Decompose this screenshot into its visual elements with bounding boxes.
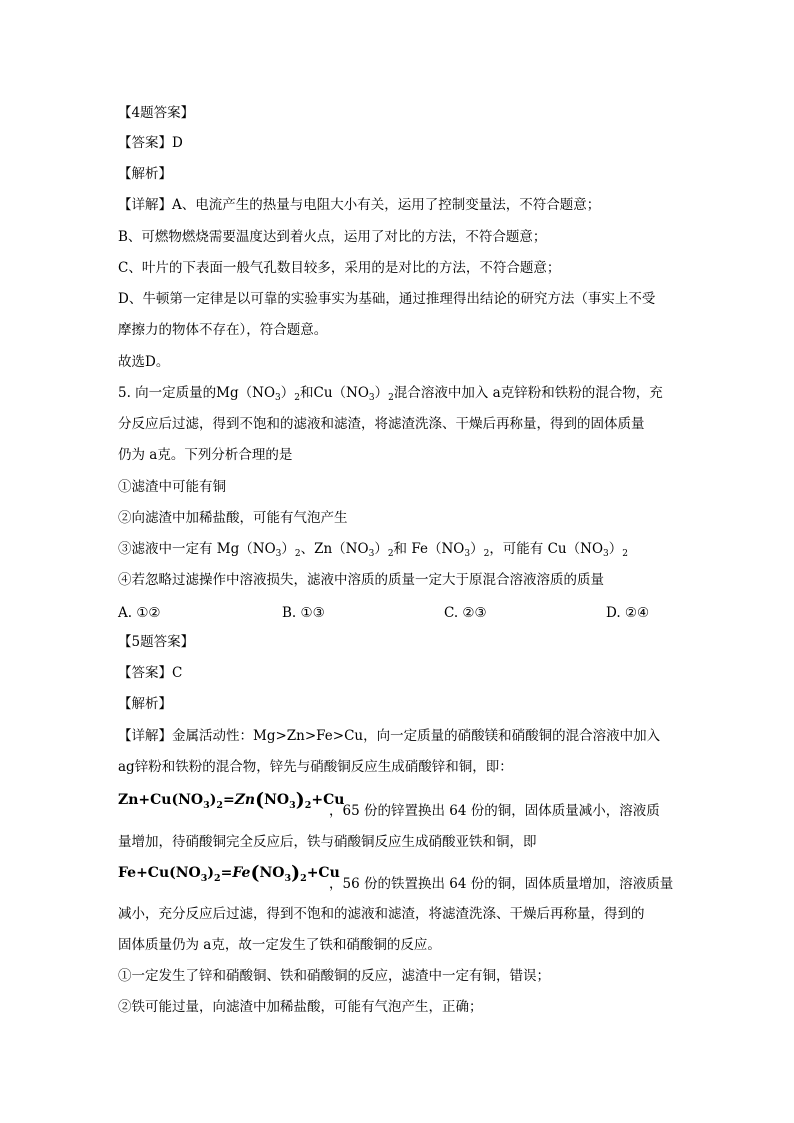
q4-answer-header: 【4题答案】 (118, 105, 195, 121)
q5-option-a: A. ①② (118, 605, 161, 621)
q5-statement-1: ①滤渣中可能有铜 (118, 479, 226, 495)
q5-detail-line1: 【详解】金属活动性：Mg>Zn>Fe>Cu，向一定质量的硝酸镁和硝酸铜的混合溶液中加入 (118, 728, 661, 744)
q5-reason-1: ①一定发生了锌和硝酸铜、铁和硝酸铜的反应，滤渣中一定有铜，错误； (118, 968, 550, 984)
q5-option-d: D. ②④ (606, 605, 650, 621)
q5-answer-header: 【5题答案】 (118, 634, 195, 650)
q4-answer: 【答案】D (118, 135, 183, 151)
q5-detail-line4: 减小，充分反应后过滤，得到不饱和的滤液和滤渣，将滤渣洗涤、干燥后再称量，得到的 (118, 906, 645, 922)
q5-stem-line3: 仍为 a克。下列分析合理的是 (118, 447, 293, 463)
q5-after-equation-2: ，56 份的铁置换出 64 份的铜，固体质量增加，溶液质量 (329, 876, 674, 892)
q5-statement-4: ④若忽略过滤操作中溶液损失，滤液中溶质的质量一定大于原混合溶液溶质的质量 (118, 572, 604, 588)
q5-statement-3: ③滤液中一定有 $Mg(NO_3)_2$、$Zn(NO_3)_2$和 $Fe(NO_3)_2$，可能有 $Cu(NO_3)_2$ (118, 541, 628, 559)
q4-conclusion: 故选D。 (118, 354, 170, 370)
q5-stem-line1: 5. 向一定质量的$Mg(NO_3)_2$和$Cu(NO_3)_2$混合溶液中加入 a克锌粉和铁粉的混合物，充 (118, 385, 663, 403)
q5-reason-2: ②铁可能过量，向滤渣中加稀盐酸，可能有气泡产生，正确； (118, 999, 483, 1015)
q5-stem-line2: 分反应后过滤，得到不饱和的滤液和滤渣，将滤渣洗涤、干燥后再称量，得到的固体质量 (118, 416, 645, 432)
equation-iron-copper-nitrate: $Fe+Cu(NO_3)_2=Fe(NO_3)_2+Cu$ (118, 862, 340, 884)
q4-detail-d-line2: 摩擦力的物体不存在），符合题意。 (118, 322, 328, 338)
q5-statement-2: ②向滤渣中加稀盐酸，可能有气泡产生 (118, 510, 348, 526)
q4-detail-b: B、可燃物燃烧需要温度达到着火点，运用了对比的方法，不符合题意； (118, 229, 547, 245)
q5-analysis-label: 【解析】 (118, 696, 172, 712)
q5-option-b: B. ①③ (282, 605, 325, 621)
q4-detail-c: C、叶片的下表面一般气孔数目较多，采用的是对比的方法，不符合题意； (118, 260, 561, 276)
q5-answer: 【答案】C (118, 665, 183, 681)
q4-analysis-label: 【解析】 (118, 166, 172, 182)
q5-detail-line2: ag锌粉和铁粉的混合物，锌先与硝酸铜反应生成硝酸锌和铜，即： (118, 759, 513, 775)
q4-detail-a: 【详解】A、电流产生的热量与电阻大小有关，运用了控制变量法，不符合题意； (118, 197, 601, 213)
q5-detail-line5: 固体质量仍为 a克，故一定发生了铁和硝酸铜的反应。 (118, 937, 441, 953)
q5-after-equation-1: ，65 份的锌置换出 64 份的铜，固体质量减小，溶液质 (329, 803, 660, 819)
equation-zinc-copper-nitrate: $Zn+Cu(NO_3)_2=Zn(NO_3)_2+Cu$ (118, 789, 345, 811)
q5-detail-line3: 量增加，待硝酸铜完全反应后，铁与硝酸铜反应生成硝酸亚铁和铜，即 (118, 834, 537, 850)
q4-detail-d-line1: D、牛顿第一定律是以可靠的实验事实为基础，通过推理得出结论的研究方法（事实上不受 (118, 291, 656, 307)
q5-option-c: C. ②③ (444, 605, 487, 621)
